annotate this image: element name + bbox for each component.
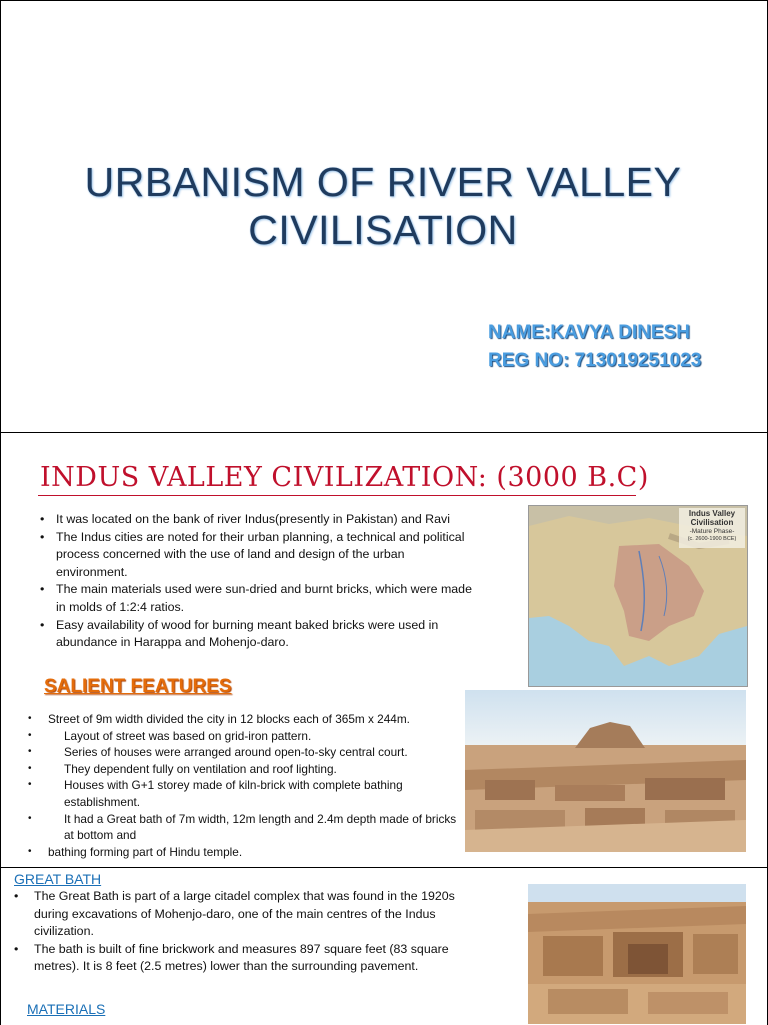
list-item: • Street of 9m width divided the city in 12 blocks each of 365m x 244m.	[20, 711, 460, 728]
map-subtitle: -Mature Phase-	[689, 528, 735, 535]
great-bath-heading: GREAT BATH	[14, 871, 102, 887]
list-item: • It was located on the bank of river Indus(presently in Pakistan) and Ravi	[28, 511, 473, 529]
list-item: • Layout of street was based on grid-iron pattern.	[20, 728, 460, 745]
indus-valley-map-image	[528, 505, 748, 687]
list-item: • The main materials used were sun-dried and burnt bricks, which were made in molds of 1:2:4 ratios.	[28, 581, 473, 616]
bath-illustration	[528, 884, 746, 1024]
registration-number: REG NO: 713019251023	[488, 350, 702, 371]
features-bullet-list	[20, 711, 460, 860]
list-item: • bathing forming part of Hindu temple.	[20, 844, 460, 861]
presentation-title	[60, 158, 706, 254]
great-bath-image	[528, 884, 746, 1024]
list-item: • It had a Great bath of 7m width, 12m length and 2.4m depth made of bricks at bottom and	[20, 811, 460, 844]
title-line-1: URBANISM OF RIVER VALLEY	[84, 159, 682, 205]
list-item: • Series of houses were arranged around open-to-sky central court.	[20, 744, 460, 761]
author-name: NAME:KAVYA DINESH	[488, 322, 690, 343]
slide-title: INDUS VALLEY CIVILIZATION: (3000 B.C)	[40, 462, 649, 493]
list-item: • Houses with G+1 storey made of kiln-brick with complete bathing establishment.	[20, 777, 460, 810]
title-underline	[38, 495, 636, 496]
intro-bullet-list	[28, 511, 473, 652]
great-bath-bullet-list	[4, 888, 484, 976]
list-item: • The bath is built of fine brickwork and measures 897 square feet (83 square metres). It is 8 feet (2.5 metres) lower than the surrounding pavement.	[4, 941, 484, 976]
ruins-illustration	[465, 690, 746, 852]
map-dates: (c. 2600-1900 BCE)	[687, 536, 737, 542]
list-item: • The Indus cities are noted for their urban planning, a technical and political process concerned with the use of land and design of the urban environment.	[28, 529, 473, 582]
list-item: • The Great Bath is part of a large citadel complex that was found in the 1920s during excavations of Mohenjo-daro, one of the main centres of the Indus civilization.	[4, 888, 484, 941]
list-item: • They dependent fully on ventilation and roof lighting.	[20, 761, 460, 778]
salient-features-heading: SALIENT FEATURES	[44, 676, 232, 697]
materials-heading: MATERIALS	[27, 1001, 106, 1017]
mohenjo-daro-ruins-image	[465, 690, 746, 852]
title-line-2: CIVILISATION	[248, 207, 518, 253]
map-title: Indus Valley Civilisation	[688, 509, 736, 527]
list-item: • Easy availability of wood for burning meant baked bricks were used in abundance in Harappa and Mohenjo-daro.	[28, 617, 473, 652]
